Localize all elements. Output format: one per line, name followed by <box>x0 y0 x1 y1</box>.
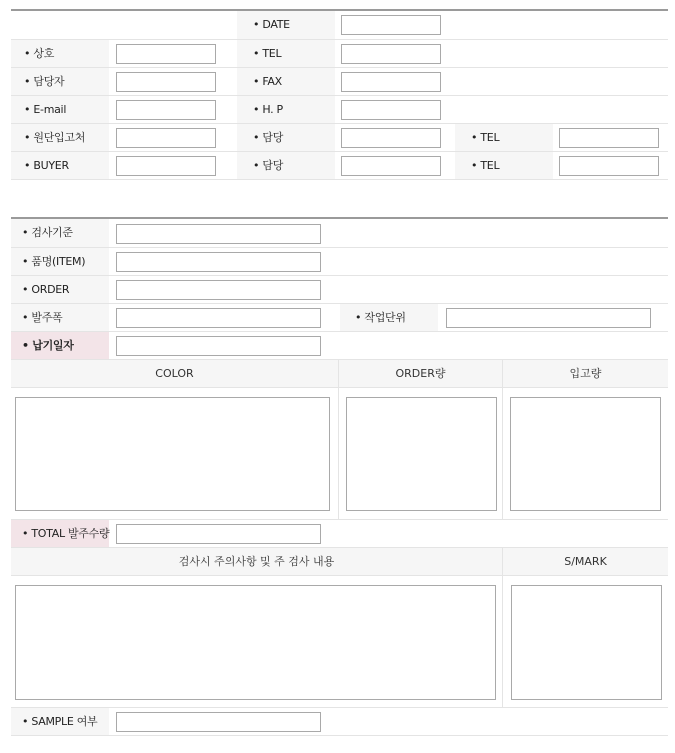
item-label: • 품명(ITEM) <box>22 255 86 268</box>
smark-header: S/MARK <box>503 548 668 575</box>
notes-header: 검사시 주의사항 및 주 검사 내용 <box>11 548 502 575</box>
item-field[interactable] <box>116 252 321 272</box>
email-label: • E-mail <box>24 103 67 116</box>
tel-label-cell <box>237 40 335 67</box>
supplier-contact-field[interactable] <box>341 128 441 148</box>
supplier-label: • 원단입고처 <box>24 131 86 144</box>
hp-label-cell <box>237 96 335 123</box>
order-field[interactable] <box>116 280 321 300</box>
supplier-tel-label-cell <box>455 124 553 151</box>
hp-field[interactable] <box>341 100 441 120</box>
sample-field[interactable] <box>116 712 321 732</box>
company-label: • 상호 <box>24 47 55 60</box>
delivery-label: • 납기일자 <box>22 339 74 352</box>
manager-field[interactable] <box>116 72 216 92</box>
smark-textarea[interactable] <box>511 585 662 700</box>
supplier-field[interactable] <box>116 128 216 148</box>
supplier-tel-label: • TEL <box>471 131 500 144</box>
color-header: COLOR <box>11 360 338 387</box>
total-label: • TOTAL 발주수량 <box>22 527 110 540</box>
order-qty-header: ORDER량 <box>339 360 502 387</box>
buyer-tel-label-cell <box>455 152 553 179</box>
supplier-contact-label-cell <box>237 124 335 151</box>
total-field[interactable] <box>116 524 321 544</box>
company-field[interactable] <box>116 44 216 64</box>
buyer-contact-label: • 담당 <box>253 159 284 172</box>
order-label: • ORDER <box>22 283 70 296</box>
received-qty-textarea[interactable] <box>510 397 661 511</box>
delivery-field[interactable] <box>116 336 321 356</box>
buyer-field[interactable] <box>116 156 216 176</box>
color-textarea[interactable] <box>15 397 330 511</box>
buyer-tel-field[interactable] <box>559 156 659 176</box>
manager-label: • 담당자 <box>24 75 65 88</box>
supplier-tel-field[interactable] <box>559 128 659 148</box>
fax-field[interactable] <box>341 72 441 92</box>
unit-field[interactable] <box>446 308 651 328</box>
date-label: • DATE <box>253 18 290 31</box>
supplier-contact-label: • 담당 <box>253 131 284 144</box>
unit-label: • 작업단위 <box>355 311 406 324</box>
buyer-label: • BUYER <box>24 159 69 172</box>
width-field[interactable] <box>116 308 321 328</box>
buyer-contact-label-cell <box>237 152 335 179</box>
date-field[interactable] <box>341 15 441 35</box>
tel-field[interactable] <box>341 44 441 64</box>
notes-textarea[interactable] <box>15 585 496 700</box>
sample-label: • SAMPLE 여부 <box>22 715 98 728</box>
hp-label: • H. P <box>253 103 283 116</box>
email-field[interactable] <box>116 100 216 120</box>
buyer-contact-field[interactable] <box>341 156 441 176</box>
buyer-tel-label: • TEL <box>471 159 500 172</box>
standard-label: • 검사기준 <box>22 226 73 239</box>
standard-field[interactable] <box>116 224 321 244</box>
width-label: • 발주폭 <box>22 311 63 324</box>
order-qty-textarea[interactable] <box>346 397 497 511</box>
tel-label: • TEL <box>253 47 282 60</box>
fax-label: • FAX <box>253 75 282 88</box>
received-qty-header: 입고량 <box>503 360 668 387</box>
fax-label-cell <box>237 68 335 95</box>
